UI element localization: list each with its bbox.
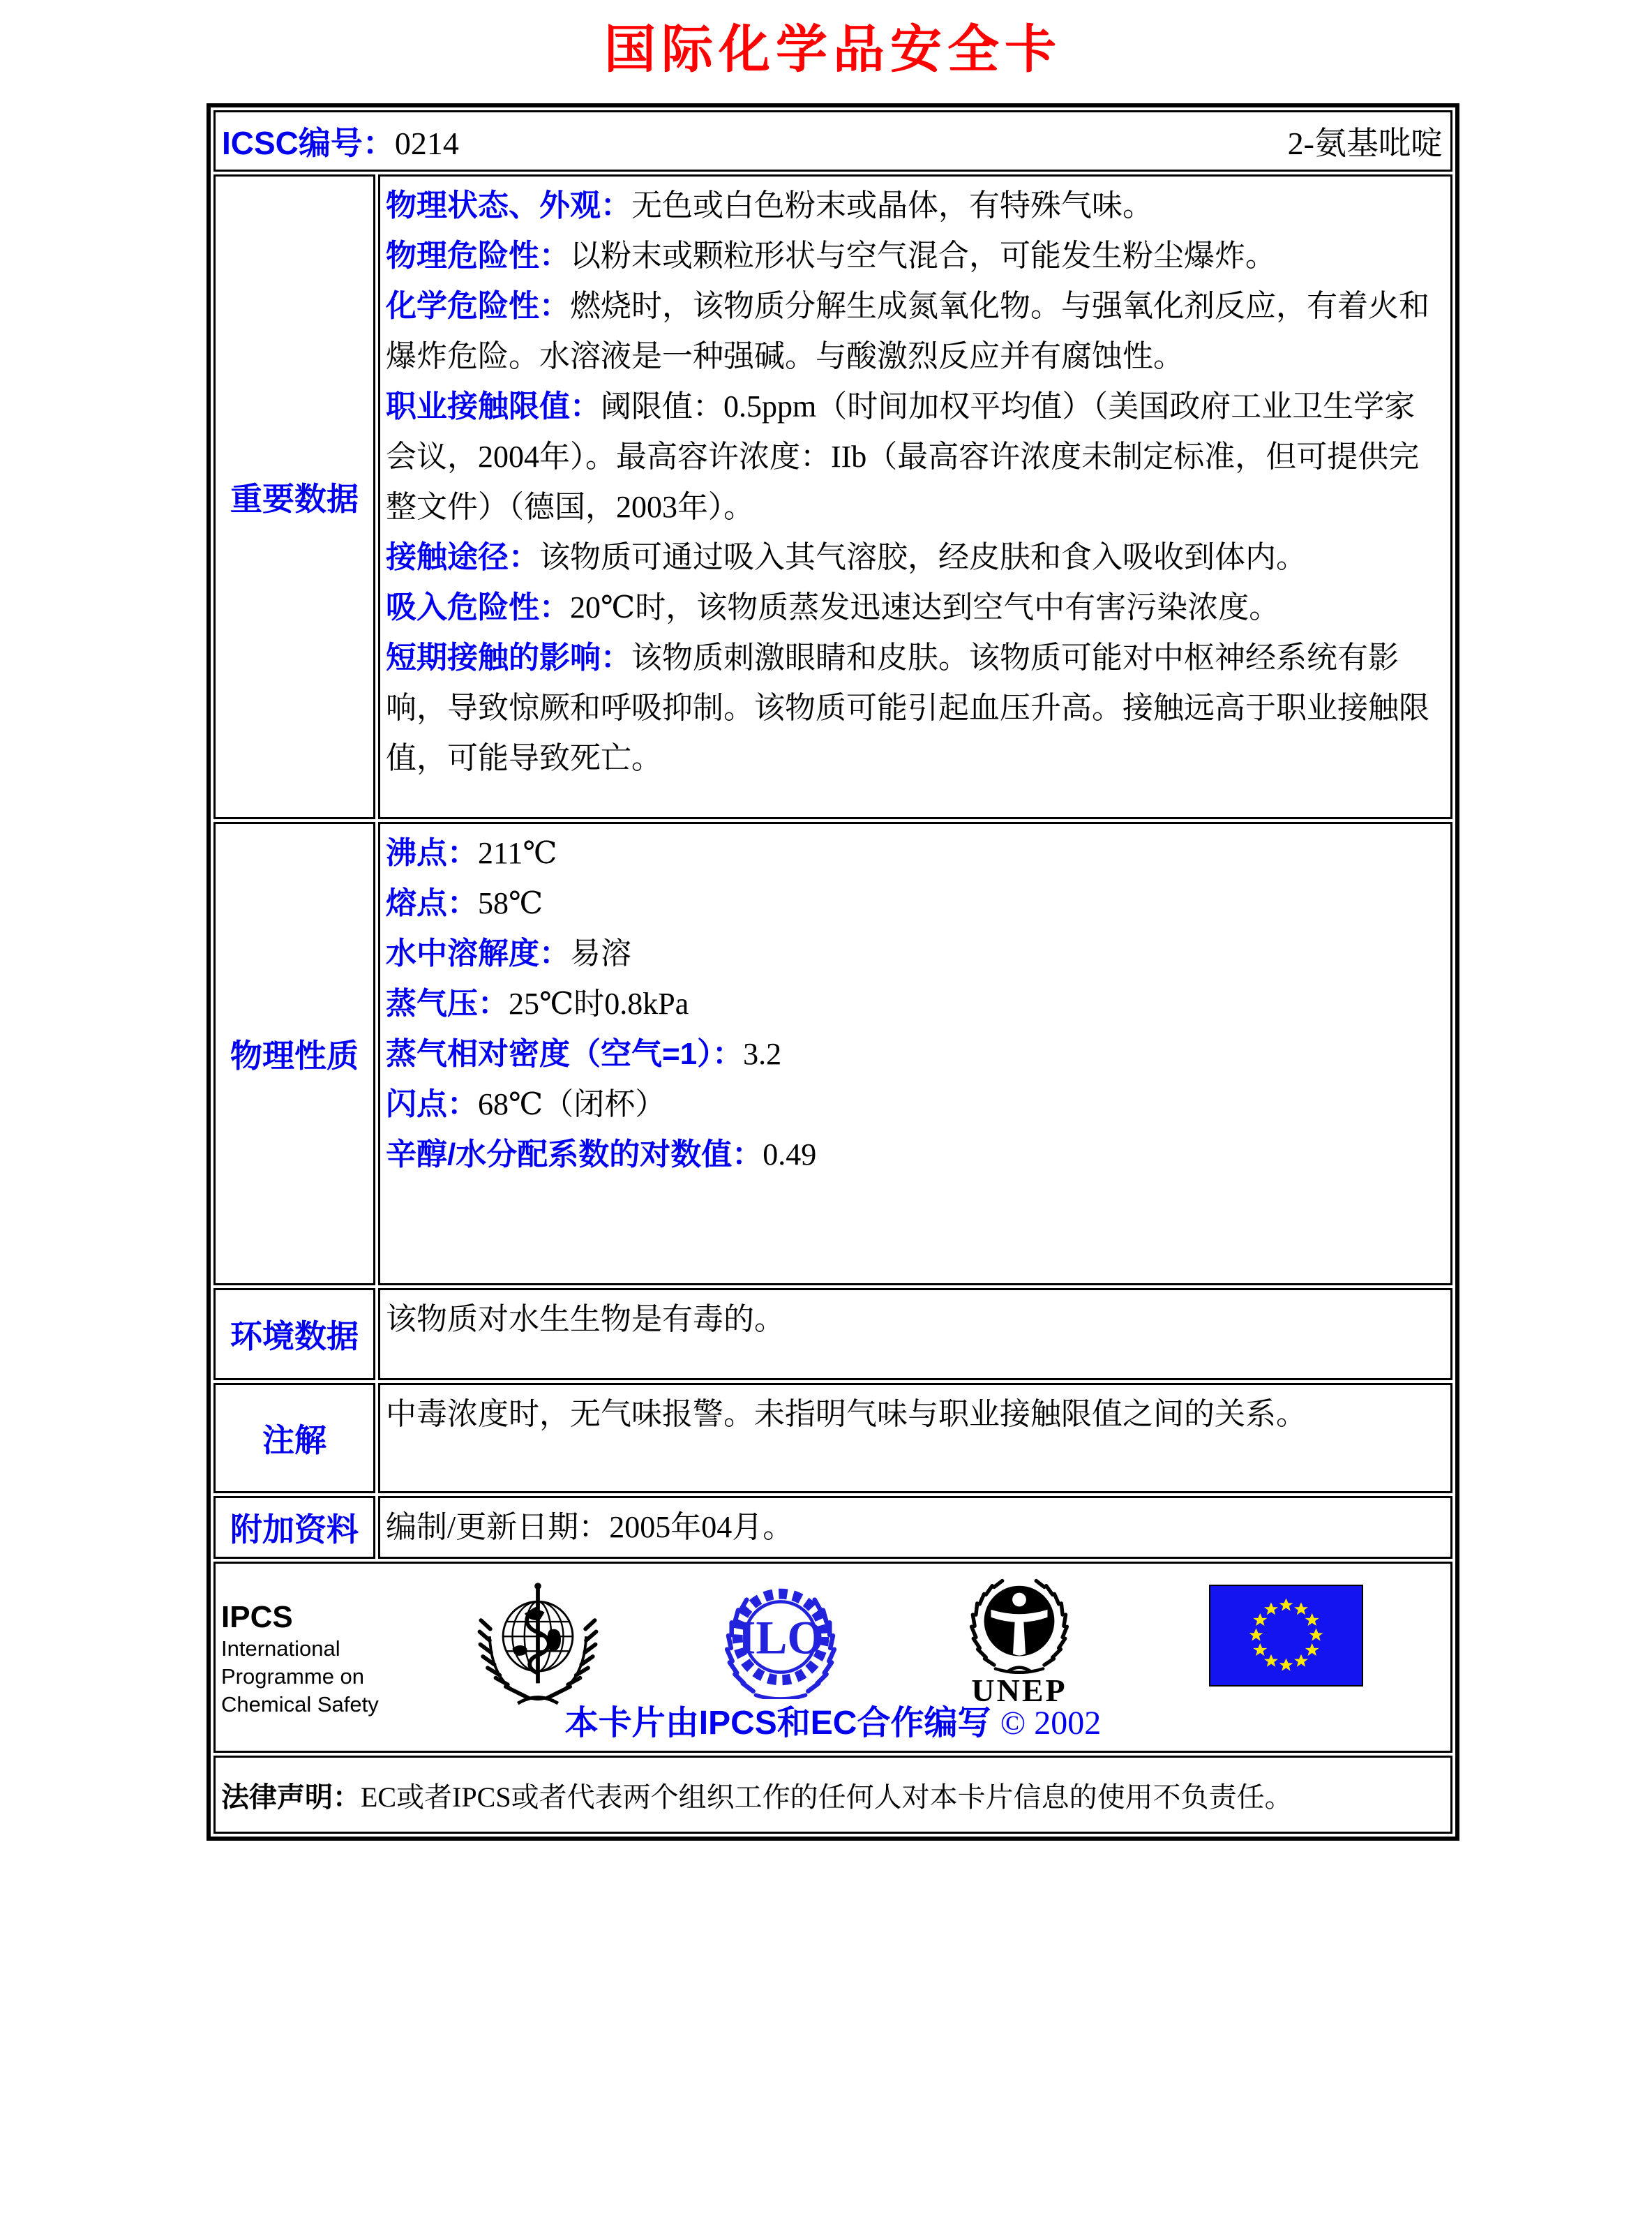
copyright-year: © 2002 xyxy=(1000,1705,1102,1742)
legal-label: 法律声明： xyxy=(221,1781,361,1813)
logos-cell xyxy=(213,1562,1452,1753)
field-row xyxy=(386,1502,1442,1553)
field-value: 68℃（闭杯） xyxy=(478,1087,666,1121)
field-row xyxy=(386,181,1442,231)
ipcs-line: Chemical Safety xyxy=(221,1692,379,1717)
field-label: 物理危险性： xyxy=(386,239,570,273)
field-value: 211℃ xyxy=(478,836,557,870)
field-label: 接触途径： xyxy=(386,540,539,574)
ipcs-line: Programme on xyxy=(221,1664,365,1689)
important-data-row xyxy=(213,174,1452,819)
section-label-physical-properties: 物理性质 xyxy=(213,822,375,1285)
section-label-notes: 注解 xyxy=(213,1383,375,1493)
field-label: 吸入危险性： xyxy=(386,590,570,625)
caption-text: 本卡片由IPCS和EC合作编写 xyxy=(564,1705,991,1742)
notes-content xyxy=(378,1383,1452,1493)
field-value: 该物质刺激眼睛和皮肤。该物质可能对中枢神经系统有影响，导致惊厥和呼吸抑制。该物质可能引起血压升高。接触远高于职业接触限值，可能导致死亡。 xyxy=(386,641,1429,775)
page-title: 国际化学品安全卡 xyxy=(604,22,1062,79)
section-label-environmental-data: 环境数据 xyxy=(213,1288,375,1380)
physical-properties-content xyxy=(378,822,1452,1285)
field-label: 物理状态、外观： xyxy=(386,188,631,223)
field-row xyxy=(386,1294,1442,1345)
field-value: 中毒浓度时，无气味报警。未指明气味与职业接触限值之间的关系。 xyxy=(386,1397,1307,1431)
icsc-card-table xyxy=(206,103,1459,1841)
field-row xyxy=(386,583,1442,633)
field-value: 25℃时0.8kPa xyxy=(509,987,689,1021)
field-label: 蒸气压： xyxy=(386,987,509,1021)
field-value: 无色或白色粉末或晶体，有特殊气味。 xyxy=(631,188,1153,223)
field-row xyxy=(386,1029,1442,1079)
field-row xyxy=(386,979,1442,1029)
field-label: 沸点： xyxy=(386,836,478,870)
cooperation-caption xyxy=(216,1696,1450,1744)
field-value: 3.2 xyxy=(743,1037,782,1071)
ipcs-acronym: IPCS xyxy=(221,1600,293,1634)
field-label: 水中溶解度： xyxy=(386,936,570,971)
physical-properties-row xyxy=(213,822,1452,1285)
field-row xyxy=(386,382,1442,532)
chemical-name: 2-氨基吡啶 xyxy=(1287,126,1443,161)
field-row xyxy=(386,231,1442,281)
field-label: 化学危险性： xyxy=(386,289,570,323)
field-value: 燃烧时，该物质分解生成氮氧化物。与强氧化剂反应，有着火和爆炸危险。水溶液是一种强碱。与酸激烈反应并有腐蚀性。 xyxy=(386,289,1429,373)
ilo-letters: ILO xyxy=(737,1611,824,1664)
eu-flag-icon xyxy=(1209,1585,1363,1690)
section-label-important-data: 重要数据 xyxy=(213,174,375,819)
field-row xyxy=(386,1130,1442,1180)
header-row xyxy=(213,110,1452,172)
field-value: 易溶 xyxy=(570,936,631,971)
environmental-data-content xyxy=(378,1288,1452,1380)
field-label: 熔点： xyxy=(386,886,478,920)
section-label-additional-info: 附加资料 xyxy=(213,1496,375,1559)
additional-info-content xyxy=(378,1496,1452,1559)
field-row xyxy=(386,281,1442,382)
field-value: 20℃时，该物质蒸发迅速达到空气中有害污染浓度。 xyxy=(570,590,1280,625)
field-value: 58℃ xyxy=(478,886,543,920)
field-label: 辛醇/水分配系数的对数值： xyxy=(386,1137,763,1172)
field-label: 短期接触的影响： xyxy=(386,641,631,675)
icsc-number-label: ICSC编号： xyxy=(222,125,395,161)
notes-row xyxy=(213,1383,1452,1493)
icsc-number-group xyxy=(222,118,459,164)
additional-info-row xyxy=(213,1496,1452,1559)
field-row xyxy=(386,828,1442,878)
legal-text: EC或者IPCS或者代表两个组织工作的任何人对本卡片信息的使用不负责任。 xyxy=(361,1781,1293,1813)
field-row xyxy=(386,878,1442,929)
important-data-content xyxy=(378,174,1452,819)
unep-label: UNEP xyxy=(971,1673,1067,1708)
field-label: 闪点： xyxy=(386,1087,478,1121)
field-value: 该物质可通过吸入其气溶胶，经皮肤和食入吸收到体内。 xyxy=(539,540,1307,574)
header-cell xyxy=(213,110,1452,172)
unep-logo-icon xyxy=(956,1569,1082,1707)
logos-row xyxy=(213,1562,1452,1753)
field-row xyxy=(386,929,1442,979)
field-row xyxy=(386,633,1442,784)
field-label: 蒸气相对密度（空气=1）： xyxy=(386,1037,744,1071)
legal-row xyxy=(213,1756,1452,1834)
ipcs-line: International xyxy=(221,1636,340,1661)
environmental-data-row xyxy=(213,1288,1452,1380)
icsc-number-value: 0214 xyxy=(394,126,459,161)
field-value: 该物质对水生生物是有毒的。 xyxy=(386,1302,785,1336)
field-value: 0.49 xyxy=(763,1137,817,1172)
legal-cell xyxy=(213,1756,1452,1834)
field-value: 编制/更新日期：2005年04月。 xyxy=(386,1510,794,1544)
field-row xyxy=(386,532,1442,583)
field-row xyxy=(386,1079,1442,1130)
field-row xyxy=(386,1389,1442,1439)
who-logo-icon xyxy=(471,1569,605,1712)
field-label: 职业接触限值： xyxy=(386,389,601,424)
field-value: 阈限值：0.5ppm（时间加权平均值）（美国政府工业卫生学家会议，2004年）。最高容许浓度：IIb（最高容许浓度未制定标准，但可提供完整文件）（德国，2003年）。 xyxy=(386,389,1420,524)
ilo-logo-icon xyxy=(715,1575,846,1703)
field-value: 以粉末或颗粒形状与空气混合，可能发生粉尘爆炸。 xyxy=(570,239,1276,273)
